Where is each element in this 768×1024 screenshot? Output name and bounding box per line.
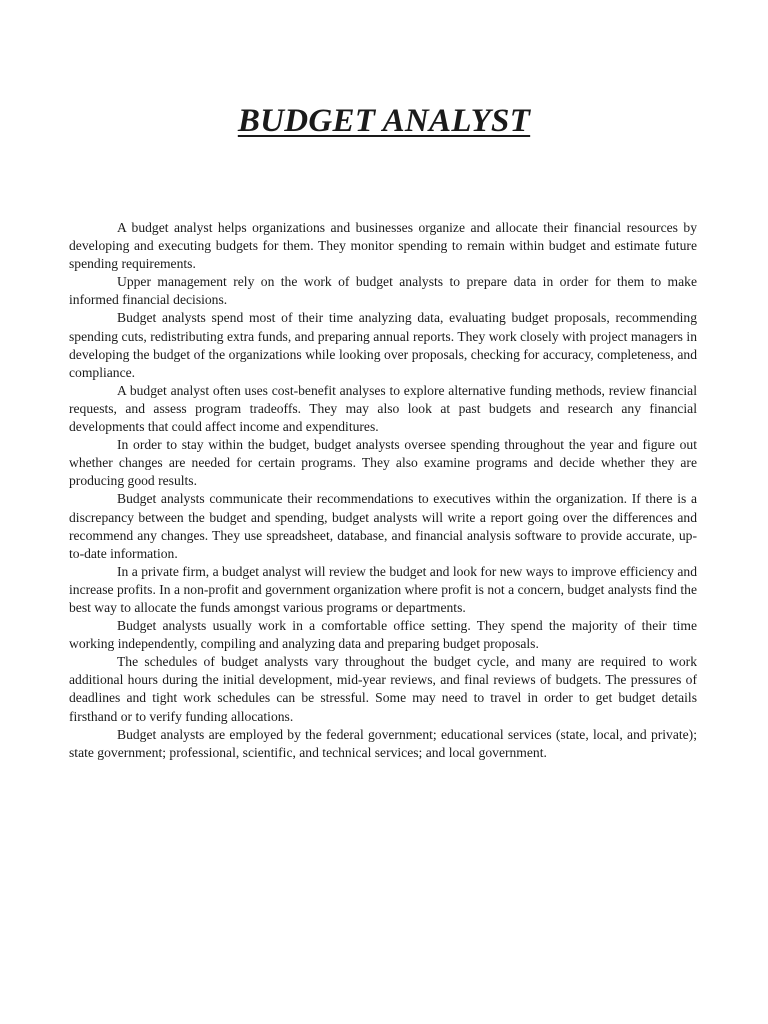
paragraph: Budget analysts usually work in a comfortable office setting. They spend the majority of their time working independently, compiling and analyzing data and preparing budget proposals. (69, 618, 697, 652)
paragraph: Budget analysts communicate their recommendations to executives within the organization. If there is a discrepancy between the budget and spending, budget analysts will write a report going over the differences and recommend any changes. They use spreadsheet, database, and financial analysis software to provide accurate, up-to-date information. (69, 491, 697, 561)
paragraph: A budget analyst helps organizations and businesses organize and allocate their financial resources by developing and executing budgets for them. They monitor spending to remain within budget and estimate future spending requirements. (69, 220, 697, 272)
paragraph: Budget analysts spend most of their time analyzing data, evaluating budget proposals, recommending spending cuts, redistributing extra funds, and preparing annual reports. They work closely with project managers in developing the budget of the organizations while looking over proposals, checking for accuracy, completeness, and compliance. (69, 310, 697, 380)
paragraph: In a private firm, a budget analyst will review the budget and look for new ways to improve efficiency and increase profits. In a non-profit and government organization where profit is not a concern, budget analysts find the best way to allocate the funds amongst various programs or departments. (69, 563, 697, 615)
paragraph: In order to stay within the budget, budget analysts oversee spending throughout the year and figure out whether changes are needed for certain programs. They also examine programs and decide whether they are producing good results. (69, 437, 697, 489)
document-title-text: BUDGET ANALYST (237, 103, 531, 139)
paragraph: The schedules of budget analysts vary throughout the budget cycle, and many are required to work additional hours during the initial development, mid-year reviews, and final reviews of budgets. The pressures of deadlines and tight work schedules can be stressful. Some may need to travel in order to get budget details firsthand or to verify funding allocations. (69, 654, 697, 724)
paragraph: Budget analysts are employed by the federal government; educational services (state, local, and private); state government; professional, scientific, and technical services; and local government. (69, 726, 697, 760)
document-body (69, 219, 697, 762)
document-title (0, 103, 768, 140)
paragraph: Upper management rely on the work of budget analysts to prepare data in order for them to make informed financial decisions. (69, 274, 697, 308)
paragraph: A budget analyst often uses cost-benefit analyses to explore alternative funding methods, review financial requests, and assess program tradeoffs. They may also look at past budgets and research any financial developments that could affect income and expenditures. (69, 382, 697, 435)
